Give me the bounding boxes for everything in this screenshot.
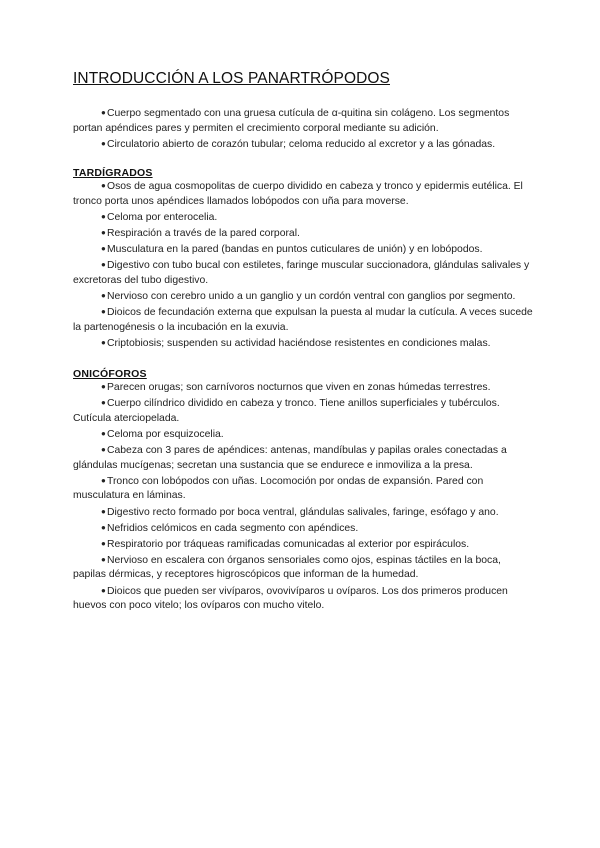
list-item [73, 137, 535, 153]
list-item-text: Respiratorio por tráqueas ramificadas comunicadas al exterior por espiráculos. [107, 538, 470, 550]
list-item-text: Osos de agua cosmopolitas de cuerpo dividido en cabeza y tronco y epidermis eutélica. El tronco porta unos apéndices llamados lobópodos con uña para moverse. [73, 181, 523, 207]
list-item-text: Nervioso en escalera con órganos sensoriales como ojos, espinas táctiles en la boca, papilas dérmicas, y receptores higroscópicos que informan de la humedad. [73, 554, 501, 581]
list-item [73, 106, 535, 136]
list-item-text: Cuerpo segmentado con una gruesa cutícula de α-quitina sin colágeno. Los segmentos portan apéndices pares y permiten el crecimiento corporal mediante su adición. [73, 108, 510, 134]
list-item-text: Parecen orugas; son carnívoros nocturnos que viven en zonas húmedas terrestres. [107, 382, 491, 394]
list-item [73, 584, 535, 614]
bullet-icon: ● [101, 522, 106, 532]
list-item-text: Celoma por enterocelia. [107, 211, 218, 223]
list-item-text: Nervioso con cerebro unido a un ganglio y un cordón ventral con ganglios por segmento. [107, 290, 516, 302]
bullet-icon: ● [101, 138, 106, 148]
list-item-text: Cabeza con 3 pares de apéndices: antenas, mandíbulas y papilas orales conectadas a glándulas mucígenas; secretan una sustancia que se endurece e inmoviliza a la presa. [73, 445, 507, 471]
section-heading-tardigrados: TARDÍGRADOS [73, 167, 153, 180]
list-item [73, 380, 535, 396]
list-item [73, 474, 535, 504]
list-item [73, 242, 535, 258]
list-item [73, 553, 535, 583]
bullet-icon: ● [101, 585, 106, 595]
list-item [73, 537, 535, 553]
section-tardigrados [73, 167, 535, 351]
bullet-icon: ● [101, 554, 106, 564]
bullet-icon: ● [101, 307, 106, 317]
intro-list [73, 106, 535, 152]
list-item [73, 521, 535, 537]
list-item [73, 443, 535, 473]
list-item-text: Circulatorio abierto de corazón tubular; celoma reducido al excretor y a las gónadas. [107, 138, 496, 150]
list-item [73, 179, 535, 209]
document-page [73, 70, 535, 614]
list-item [73, 305, 535, 335]
bullet-icon: ● [101, 429, 106, 439]
bullet-icon: ● [101, 228, 106, 238]
list-item [73, 336, 535, 352]
list-item-text: Tronco con lobópodos con uñas. Locomoción por ondas de expansión. Pared con musculatura en láminas. [73, 475, 484, 502]
onicoforos-list [73, 380, 535, 613]
list-item-text: Criptobiosis; suspenden su actividad haciéndose resistentes en condiciones malas. [107, 337, 491, 349]
list-item-text: Digestivo recto formado por boca ventral, glándulas salivales, faringe, esófago y ano. [107, 506, 499, 518]
bullet-icon: ● [101, 211, 106, 221]
section-onicoforos [73, 368, 535, 613]
list-item [73, 505, 535, 521]
list-item-text: Nefridios celómicos en cada segmento con apéndices. [107, 522, 359, 534]
bullet-icon: ● [101, 475, 106, 485]
bullet-icon: ● [101, 382, 106, 392]
document-title: INTRODUCCIÓN A LOS PANARTRÓPODOS [73, 70, 390, 87]
section-heading-onicoforos: ONICÓFOROS [73, 368, 147, 381]
list-item-text: Digestivo con tubo bucal con estiletes, faringe muscular succionadora, glándulas salivales y excretoras del tubo digestivo. [73, 260, 530, 286]
list-item-text: Musculatura en la pared (bandas en puntos cuticulares de unión) y en lobópodos. [107, 244, 483, 256]
list-item-text: Dioicos de fecundación externa que expulsan la puesta al mudar la cutícula. A veces sucede la partenogénesis o la incubación en la exuvia. [73, 307, 533, 333]
bullet-icon: ● [101, 445, 106, 455]
bullet-icon: ● [101, 181, 106, 191]
bullet-icon: ● [101, 398, 106, 408]
list-item [73, 226, 535, 242]
bullet-icon: ● [101, 244, 106, 254]
list-item-text: Respiración a través de la pared corporal. [107, 228, 300, 240]
bullet-icon: ● [101, 290, 106, 300]
bullet-icon: ● [101, 260, 106, 270]
list-item [73, 258, 535, 288]
bullet-icon: ● [101, 108, 106, 117]
bullet-icon: ● [101, 506, 106, 516]
list-item [73, 210, 535, 226]
bullet-icon: ● [101, 337, 106, 347]
list-item [73, 427, 535, 443]
tardigrados-list [73, 179, 535, 351]
list-item-text: Celoma por esquizocelia. [107, 429, 224, 441]
list-item [73, 289, 535, 305]
list-item [73, 396, 535, 426]
list-item-text: Cuerpo cilíndrico dividido en cabeza y tronco. Tiene anillos superficiales y tubérculos. Cutícula aterciopelada. [73, 398, 500, 424]
list-item-text: Dioicos que pueden ser vivíparos, ovovivíparos u ovíparos. Los dos primeros producen huevos con poco vitelo; los ovíparos con mucho vitelo. [73, 585, 508, 612]
bullet-icon: ● [101, 538, 106, 548]
